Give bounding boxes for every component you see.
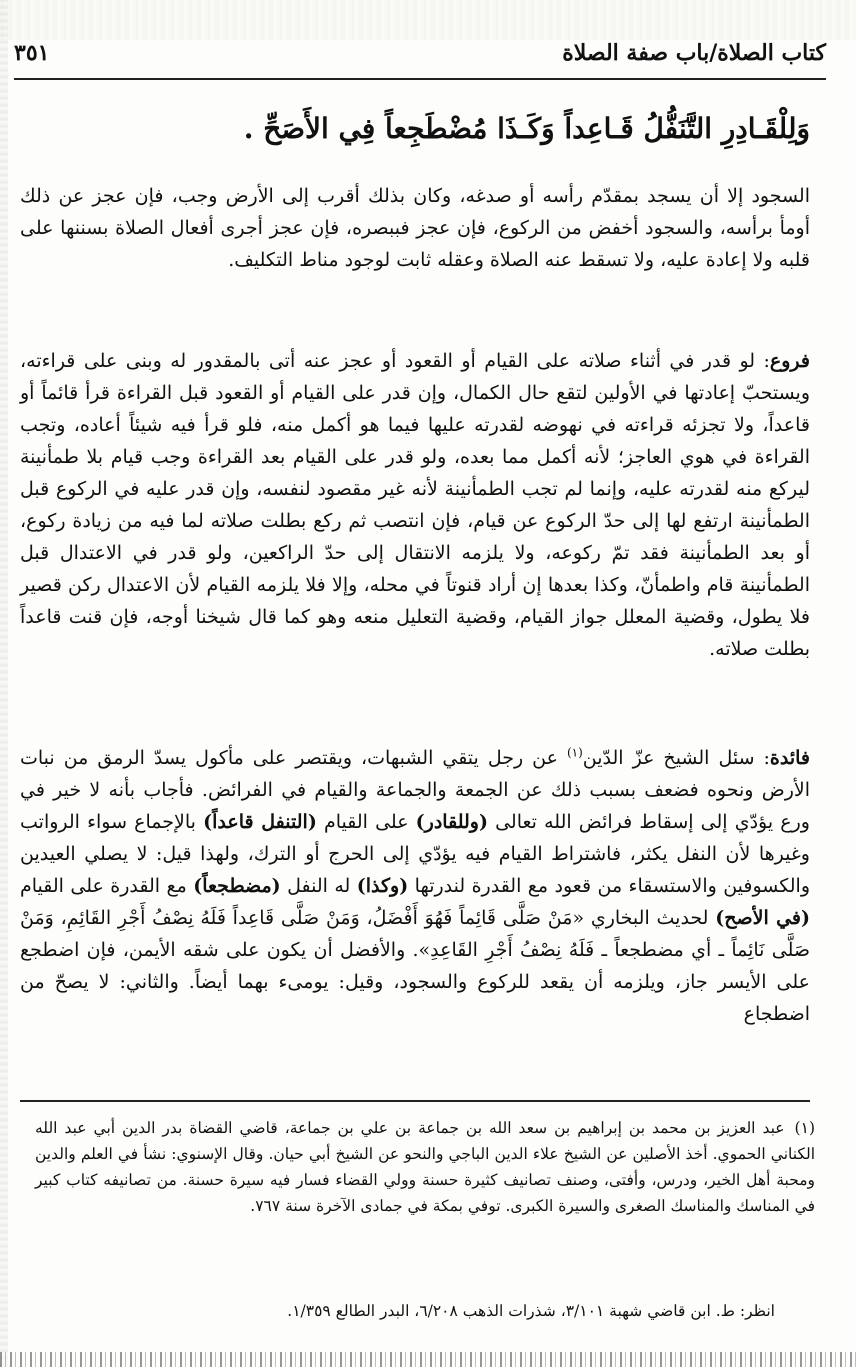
faida-text-2: عن رجل يتقي الشبهات، ويقتصر على مأكول يسدّ الرمق من نبات الأرض ونحوه فضعف بسبب ذلك عن الجمعة والجماعة والقيام في الفرائض. فأجاب بأنه لا خير في ورع يؤدّي إلى إسقاط فرائض الله تعالى <box>20 747 810 833</box>
scan-top-noise <box>0 0 856 40</box>
scan-left-edge <box>0 0 8 1367</box>
faida-heading: فائدة <box>769 747 810 769</box>
footnote-1 <box>35 1115 815 1219</box>
matn-text: وَلِلْقَـادِرِ التَّنَفُّلُ قَـاعِداً وَكَـذَا مُضْطَجِعاً فِي الأَصَحِّ . <box>243 112 810 145</box>
footnote-rule <box>20 1100 810 1102</box>
footnote-number: (١) <box>794 1119 815 1137</box>
footnote-sources: انظر: ط. ابن قاضي شهبة ٣/١٠١، شذرات الذهب ٦/٢٠٨، البدر الطالع ١/٣٥٩. <box>287 1302 775 1320</box>
matn-term-asahh: (في الأصح) <box>715 907 811 929</box>
furu-heading: فروع <box>769 350 810 372</box>
matn-term-tanaffull: (التنفل قاعداً) <box>203 811 317 833</box>
footnote-text: عبد العزيز بن محمد بن إبراهيم بن سعد الله بن جماعة بن علي بن جماعة، قاضي القضاة بدر الدين أبي عبد الله الكناني الحموي. أخذ الأصلين عن الشيخ علاء الدين الباجي والنحو عن الشيخ أبي حيان. وقال الإسنوي: نشأ في العلم والدين ومحبة أهل الخير، ودرس، وأفتى، وصنف تصانيف كثيرة حسنة وولي القضاء فسار فيه سيرة حسنة. من تصانيفه كتاب كبير في المناسك والمناسك الصغرى والسيرة الكبرى. توفي بمكة في جمادى الآخرة سنة ٧٦٧. <box>35 1119 815 1215</box>
matn-term-kadha: (وكذا) <box>356 875 409 897</box>
furu-text: : لو قدر في أثناء صلاته على القيام أو القعود أو عجز عنه أتى بالمقدور له وبنى على قراءته، ويستحبّ إعادتها في الأولين لتقع حال الكمال، وإن قدر على القيام أو القعود قبل القراءة قرأ قائماً أو قاعداً، ولا تجزئه قراءته في نهوضه لقدرته عليها فيما هو أكمل منه، فلو قرأ فيه شيئاً أعاده، وتجب القراءة في هوي العاجز؛ لأنه أكمل مما بعده، ولو قدر على القيام بعد القراءة وجب قيام بلا طمأنينة ليركع منه لقدرته عليه، وإنما لم تجب الطمأنينة لأنه غير مقصود لنفسه، وإن قدر عليه في الركوع قبل الطمأنينة ارتفع لها إلى حدّ الركوع عن قيام، فإن انتصب ثم ركع بطلت صلاته لما فيه من زيادة ركوع، أو بعد الطمأنينة فقد تمّ ركوعه، ولا يلزمه الانتقال إلى حدّ الراكعين، ولو قدر في الاعتدال قبل الطمأنينة قام واطمأنّ، وكذا بعدها إن أراد قنوتاً في محله، وإلا فلا يلزمه القيام لأن الاعتدال ركن قصير فلا يطول، وقضية المعلل جواز القيام، وقضية التعليل منعه وهو كما قال شيخنا أوجه، فإن قنت قاعداً بطلت صلاته. <box>20 350 810 660</box>
faida-text-6: مع القدرة على القيام <box>20 875 194 897</box>
faida-text-7: لحديث البخاري «مَنْ صَلَّى قَائِماً فَهُوَ أَفْضَلُ، وَمَنْ صَلَّى قَاعِداً فَلَهُ نِصْفُ أَجْرِ القَائِمِ، وَمَنْ صَلَّى نَائِماً ـ أي مضطجعاً ـ فَلَهُ نِصْفُ أَجْرِ القَاعِدِ». والأفضل أن يكون على شقه الأيمن، فإن اضطجع على الأيسر جاز، ويلزمه أن يقعد للركوع والسجود، وقيل: يومىء بهما أيضاً. والثاني: لا يصحّ من اضطجاع <box>20 907 810 1025</box>
page-number: ٣٥١ <box>14 40 50 66</box>
faida-text-1: : سئل الشيخ عزّ الدّين <box>582 747 770 769</box>
commentary-paragraph-1: السجود إلا أن يسجد بمقدّم رأسه أو صدغه، وكان بذلك أقرب إلى الأرض وجب، فإن عجز عن ذلك أومأ برأسه، والسجود أخفض من الركوع، فإن عجز فببصره، فإن عجز أجرى أفعال الصلاة بسننها على قلبه ولا إعادة عليه، ولا تسقط عنه الصلاة وعقله ثابت لوجود مناط التكليف. <box>20 185 810 271</box>
header-title: كتاب الصلاة/باب صفة الصلاة <box>562 40 826 66</box>
footnote-reference[interactable]: (١) <box>566 745 583 760</box>
running-header <box>14 40 826 76</box>
commentary-paragraph-faida <box>20 742 810 1030</box>
commentary-paragraph-furu <box>20 345 810 665</box>
matn-term-qadir: (وللقادر) <box>415 811 488 833</box>
faida-text-3: على القيام <box>316 811 416 833</box>
faida-text-4: بالإجماع سواء الرواتب وغيرها لأن النفل يكثر، فاشتراط القيام فيه يؤدّي إلى الحرج أو الترك، ولهذا قيل: لا يصلي العيدين والكسوفين والاستسقاء من قعود مع القدرة لندرتها <box>20 811 810 897</box>
faida-text-5: له النفل <box>280 875 357 897</box>
matn-term-mudtaji: (مضطجعاً) <box>193 875 281 897</box>
header-rule <box>14 78 826 80</box>
page-bottom-border <box>0 1352 856 1367</box>
